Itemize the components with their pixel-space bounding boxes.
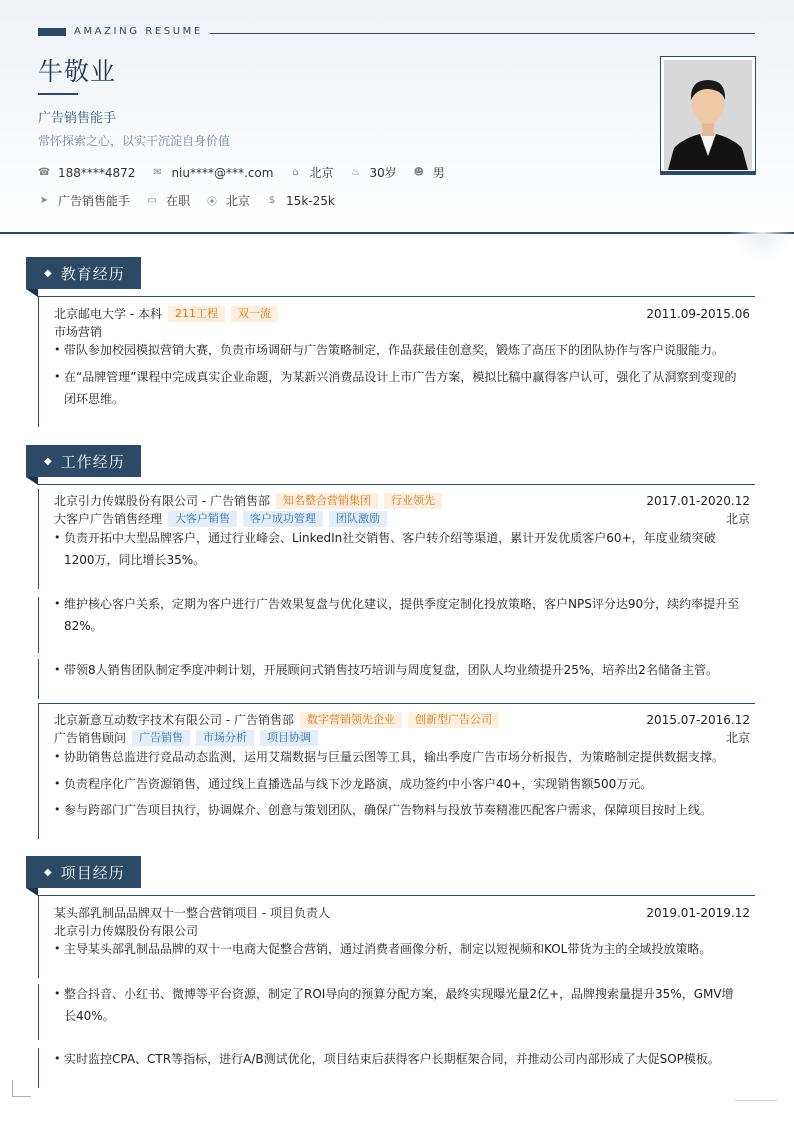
block-line: [38, 489, 39, 589]
diamond-icon: ◆: [44, 455, 53, 467]
section-fold: [26, 888, 38, 896]
list-item: • 整合抖音、小红书、微博等平台资源，制定了ROI导向的预算分配方案，最终实现曝光量2亿+，品牌搜索量提升35%，GMV增长40%。: [54, 983, 741, 1027]
role-tag: 大客户销售: [168, 511, 237, 527]
contact-row: [38, 164, 461, 181]
decorative-shadow: [730, 232, 794, 262]
section-fold: [26, 477, 38, 485]
briefcase-icon: ▭: [147, 195, 157, 206]
block-line: [38, 659, 39, 699]
list-item: • 主导某头部乳制品品牌的双十一电商大促整合营销，通过消费者画像分析，制定以短视频和KOL带货为主的全域投放策略。: [54, 938, 741, 960]
info-city: ⦿ 北京: [207, 194, 251, 208]
name-underline: [38, 93, 78, 95]
list-item: • 实时监控CPA、CTR等指标，进行A/B测试优化，项目结束后获得客户长期框架合同，并推动公司内部形成了大促SOP模板。: [54, 1048, 741, 1070]
diamond-icon: ◆: [44, 267, 53, 279]
info-email: ✉ niu****@***.com: [153, 165, 274, 180]
brand-text: AMAZING RESUME: [74, 26, 203, 37]
info-gender: ☻ 男: [413, 166, 445, 180]
photo-accent-bar: [660, 171, 756, 175]
list-item: • 负责开拓中大型品牌客户，通过行业峰会、LinkedIn社交销售、客户转介绍等渠道，累计开发优质客户60+，年度业绩突破1200万，同比增长35%。: [54, 527, 741, 571]
section-fold: [26, 289, 38, 297]
job-role: 广告销售顾问: [54, 731, 127, 745]
info-age: ♨ 30岁: [350, 166, 397, 180]
send-icon: ➤: [39, 195, 49, 206]
school-tag: 211工程: [168, 306, 225, 322]
list-item: • 负责程序化广告资源销售，通过线上直播选品与线下沙龙路演，成功签约中小客户40+，实现销售额500万元。: [54, 773, 741, 795]
major: 市场营销: [54, 325, 103, 339]
info-salary: $ 15k-25k: [266, 194, 335, 208]
education-major-row: [54, 323, 750, 340]
project-company-row: [54, 922, 750, 939]
home-icon: ⌂: [292, 167, 299, 178]
job-role: 大客户广告销售经理: [54, 512, 163, 526]
role-tag: 市场分析: [196, 730, 254, 746]
company-tag: 创新型广告公司: [408, 712, 499, 728]
list-item: • 参与跨部门广告项目执行，协调媒介、创意与策划团队，确保广告物料与投放节奏精准匹配客户需求，保障项目按时上线。: [54, 799, 741, 821]
work-job-1: [38, 484, 755, 699]
block-line: [38, 297, 39, 427]
mail-icon: ✉: [153, 167, 162, 178]
role-tag: 项目协调: [260, 730, 318, 746]
education-block: [38, 296, 755, 427]
gender-icon: ☻: [413, 167, 424, 178]
motto: 常怀探索之心，以实干沉淀自身价值: [38, 134, 231, 148]
cake-icon: ♨: [350, 167, 360, 178]
company-name: 北京新意互动数字技术有限公司 - 广告销售部: [54, 713, 294, 727]
school-tag: 双一流: [231, 306, 278, 322]
job-header: [54, 492, 750, 509]
list-item: • 带领8人销售团队制定季度冲刺计划，开展顾问式销售技巧培训与周度复盘，团队人均业绩提升25%，培养出2名储备主管。: [54, 659, 741, 681]
job-header: [54, 711, 750, 728]
work-job-2: [38, 703, 755, 839]
info-status: ▭ 在职: [147, 194, 191, 208]
block-line: [38, 896, 39, 978]
job-role-row: [54, 510, 750, 527]
job-period: 2017.01-2020.12: [646, 493, 750, 508]
resume-header: [0, 0, 794, 234]
section-title-project: ◆ 项目经历: [26, 856, 141, 888]
project-header: [54, 904, 750, 921]
section-title-work: ◆ 工作经历: [26, 445, 141, 477]
role-tag: 客户成功管理: [243, 511, 323, 527]
job-location: 北京: [725, 731, 750, 745]
block-line: [38, 984, 39, 1040]
project-block: [38, 895, 755, 1088]
job-title: 广告销售能手: [38, 111, 117, 126]
info-intent: ➤ 广告销售能手: [39, 194, 131, 208]
photo-frame: [660, 56, 756, 174]
diamond-icon: ◆: [44, 866, 53, 878]
company-tag: 行业领先: [384, 493, 442, 509]
project-period: 2019.01-2019.12: [646, 905, 750, 920]
info-home: ⌂ 北京: [289, 164, 333, 181]
brand: [38, 26, 203, 37]
block-line: [38, 1048, 39, 1088]
footer-line: [735, 1100, 777, 1101]
intent-row: [38, 192, 351, 209]
phone-icon: ☎: [38, 167, 51, 178]
role-tag: 广告销售: [132, 730, 190, 746]
section-title-education: ◆ 教育经历: [26, 257, 141, 289]
list-item: • 维护核心客户关系，定期为客户进行广告效果复盘与优化建议，提供季度定制化投放策略，客户NPS评分达90分，续约率提升至82%。: [54, 593, 741, 637]
education-period: 2011.09-2015.06: [646, 306, 750, 321]
company-name: 北京引力传媒股份有限公司 - 广告销售部: [54, 494, 270, 508]
role-tag: 团队激励: [329, 511, 387, 527]
school-name: 北京邮电大学 - 本科: [54, 307, 162, 321]
list-item: • 带队参加校园模拟营销大赛，负责市场调研与广告策略制定，作品获最佳创意奖，锻炼了高压下的团队协作与客户说服能力。: [54, 339, 741, 361]
block-line: [38, 597, 39, 653]
job-location: 北京: [725, 512, 750, 526]
avatar-illustration: [664, 60, 752, 170]
info-phone: ☎ 188****4872: [38, 165, 136, 180]
avatar: [664, 60, 752, 170]
brand-bar: [38, 28, 66, 36]
project-company: 北京引力传媒股份有限公司: [54, 924, 199, 938]
corner-decoration: [12, 1080, 31, 1097]
list-item: • 在“品牌管理”课程中完成真实企业命题，为某新兴消费品设计上市广告方案，模拟比稿中赢得客户认可，强化了从洞察到变现的闭环思维。: [54, 366, 741, 410]
candidate-name: 牛敬业: [38, 57, 117, 86]
company-tag: 知名整合营销集团: [276, 493, 378, 509]
job-period: 2015.07-2016.12: [646, 712, 750, 727]
salary-icon: $: [268, 195, 276, 206]
location-icon: ⦿: [207, 197, 218, 208]
project-name: 某头部乳制品品牌双十一整合营销项目 - 项目负责人: [54, 906, 330, 920]
block-line: [38, 704, 39, 839]
list-item: • 协助销售总监进行竞品动态监测，运用艾瑞数据与巨量云图等工具，输出季度广告市场分析报告，为策略制定提供数据支撑。: [54, 746, 741, 768]
company-tag: 数字营销领先企业: [300, 712, 402, 728]
education-header: [54, 305, 750, 322]
job-role-row: [54, 729, 750, 746]
brand-divider: [210, 33, 755, 34]
